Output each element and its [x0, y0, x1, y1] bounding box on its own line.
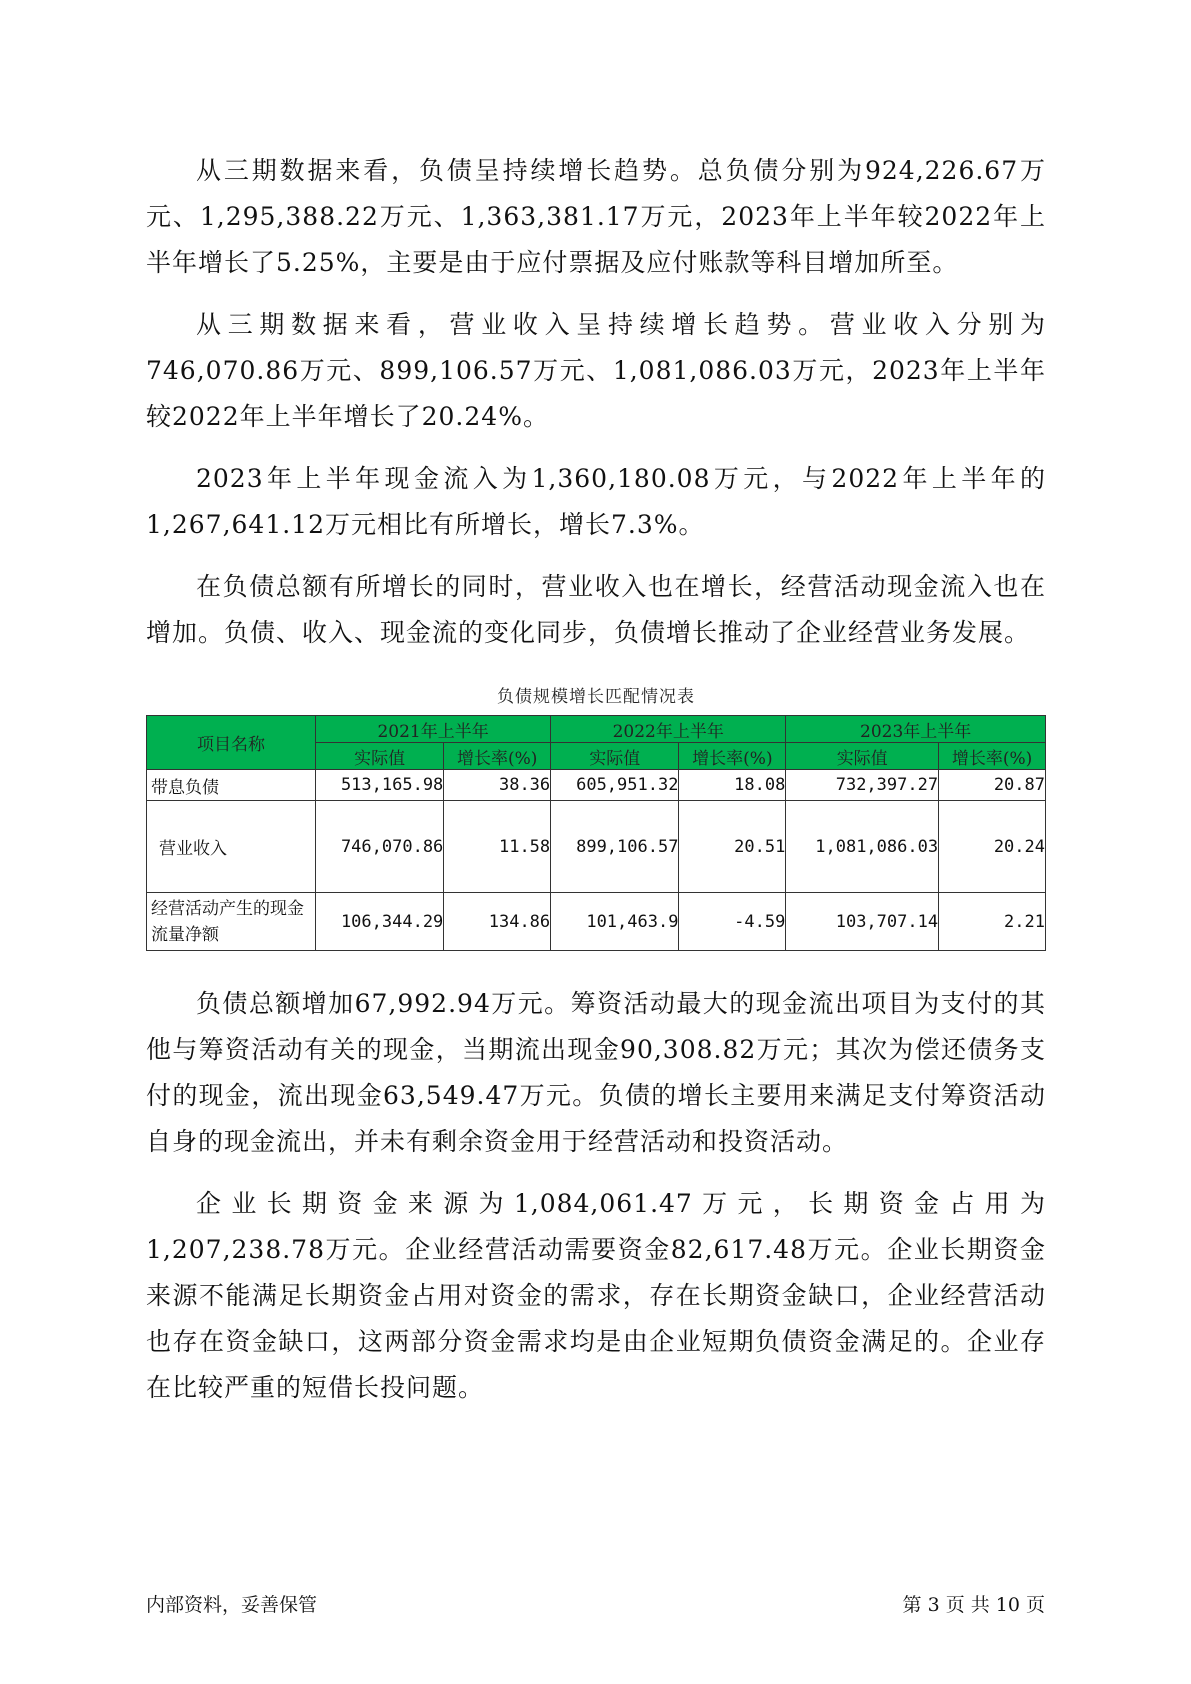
header-period-2022: 2022年上半年	[551, 716, 786, 743]
paragraph-cash-inflow: 2023年上半年现金流入为1,360,180.08万元，与2022年上半年的1,267,641.12万元相比有所增长，增长7.3%。	[146, 464, 1046, 539]
table-caption: 负债规模增长匹配情况表	[497, 687, 695, 707]
table-cell: 899,106.57	[551, 801, 679, 893]
header-period-2021: 2021年上半年	[316, 716, 551, 743]
table-cell: 38.36	[444, 770, 551, 801]
header-actual-value: 实际值	[316, 743, 444, 770]
table-cell: 732,397.27	[786, 770, 939, 801]
table-cell: 2.21	[939, 893, 1046, 951]
table-cell: 605,951.32	[551, 770, 679, 801]
header-actual-value: 实际值	[551, 743, 679, 770]
header-growth-rate: 增长率(%)	[444, 743, 551, 770]
paragraph-summary: 在负债总额有所增长的同时，营业收入也在增长，经营活动现金流入也在增加。负债、收入、现金流的变化同步，负债增长推动了企业经营业务发展。	[146, 572, 1046, 647]
header-growth-rate: 增长率(%)	[679, 743, 786, 770]
table-cell: 11.58	[444, 801, 551, 893]
footer-page-number: 第 3 页 共 10 页	[902, 1594, 1045, 1616]
table-row	[147, 893, 1046, 951]
header-growth-rate: 增长率(%)	[939, 743, 1046, 770]
table-cell: -4.59	[679, 893, 786, 951]
table-cell: 106,344.29	[316, 893, 444, 951]
table-cell: 20.87	[939, 770, 1046, 801]
paragraph-financing: 负债总额增加67,992.94万元。筹资活动最大的现金流出项目为支付的其他与筹资活动有关的现金，当期流出现金90,308.82万元；其次为偿还债务支付的现金，流出现金63,549.47万元。负债的增长主要用来满足支付筹资活动自身的现金流出，并未有剩余资金用于经营活动和投资活动。	[146, 989, 1046, 1156]
page-content	[146, 148, 1046, 1427]
table-cell: 134.86	[444, 893, 551, 951]
table-cell: 101,463.9	[551, 893, 679, 951]
paragraph-liabilities: 从三期数据来看，负债呈持续增长趋势。总负债分别为924,226.67万元、1,295,388.22万元、1,363,381.17万元，2023年上半年较2022年上半年增长了5.25%，主要是由于应付票据及应付账款等科目增加所至。	[146, 156, 1046, 277]
row-label: 带息负债	[147, 770, 316, 801]
table-cell: 20.24	[939, 801, 1046, 893]
table-cell: 513,165.98	[316, 770, 444, 801]
header-actual-value: 实际值	[786, 743, 939, 770]
table-cell: 746,070.86	[316, 801, 444, 893]
table-cell: 103,707.14	[786, 893, 939, 951]
row-label: 经营活动产生的现金流量净额	[147, 893, 316, 951]
table-cell: 18.08	[679, 770, 786, 801]
header-item-name: 项目名称	[147, 716, 316, 770]
row-label: 营业收入	[147, 801, 316, 893]
table-row	[147, 770, 1046, 801]
table-cell: 20.51	[679, 801, 786, 893]
paragraph-revenue: 从三期数据来看，营业收入呈持续增长趋势。营业收入分别为746,070.86万元、899,106.57万元、1,081,086.03万元，2023年上半年较2022年上半年增长了20.24%。	[146, 310, 1046, 431]
table-cell: 1,081,086.03	[786, 801, 939, 893]
footer-confidential-note: 内部资料，妥善保管	[146, 1594, 318, 1616]
liability-growth-table	[146, 715, 1046, 951]
paragraph-long-term-funding: 企业长期资金来源为1,084,061.47万元，长期资金占用为1,207,238.78万元。企业经营活动需要资金82,617.48万元。企业长期资金来源不能满足长期资金占用对资金的需求，存在长期资金缺口，企业经营活动也存在资金缺口，这两部分资金需求均是由企业短期负债资金满足的。企业存在比较严重的短借长投问题。	[146, 1189, 1046, 1402]
header-period-2023: 2023年上半年	[786, 716, 1046, 743]
table-row	[147, 801, 1046, 893]
